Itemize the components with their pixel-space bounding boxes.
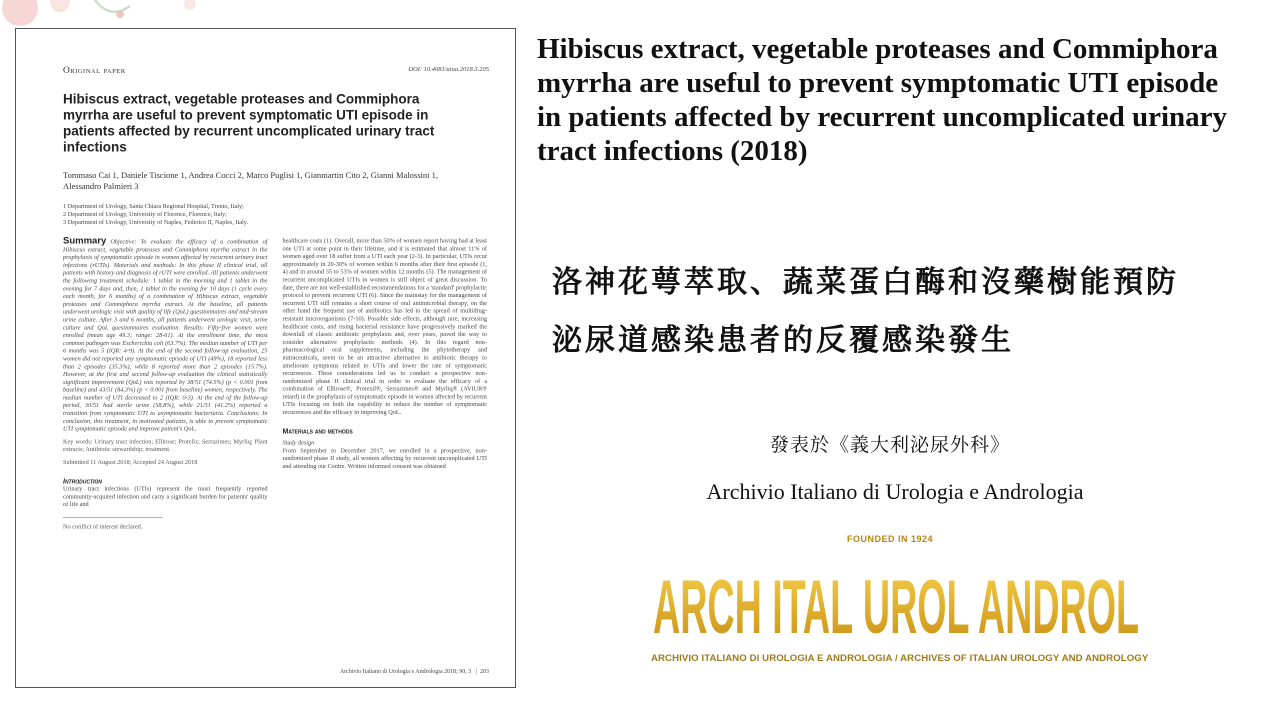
introduction-text: Urinary tract infections (UTIs) represent the most frequently reported community-acquired infection and carry a significant burden for patients' quality of life and xyxy=(63,485,268,508)
page-number: 203 xyxy=(480,667,489,675)
paper-section-label: Original paper xyxy=(63,65,126,76)
footnote-divider xyxy=(63,518,163,519)
paper-page xyxy=(16,29,516,688)
english-title: Hibiscus extract, vegetable proteases and Commiphora myrrha are useful to prevent symptomatic UTI episode in patients affected by recurrent uncomplicated urinary tract infections (2018) xyxy=(537,33,1228,167)
journal-logo xyxy=(651,571,1141,639)
submission-dates: Submitted 11 August 2018; Accepted 24 August 2018 xyxy=(63,458,198,466)
introduction-heading: Introduction xyxy=(63,476,102,485)
affiliation-line: 3 Department of Urology, University of Naples, Federico II, Naples, Italy. xyxy=(63,218,249,226)
paper-footer: Archivio Italiano di Urologia e Andrologia 2018; 90, 3 | 203 xyxy=(339,667,489,675)
published-in: 發表於《義大利泌尿外科》 xyxy=(769,434,1010,456)
chinese-title-line-2: 泌尿道感染患者的反覆感染發生 xyxy=(552,323,1014,358)
study-design-heading: Study design xyxy=(282,439,315,447)
keywords: Key words: Urinary tract infection; Ellirose; Protelix; Serrazimes; Myrliq; Plant extracts; Antibiotic stewardship; treatment. xyxy=(63,437,268,453)
paper-affiliations xyxy=(63,202,489,226)
logo-subline: ARCHIVIO ITALIANO DI UROLOGIA E ANDROLOGIA / ARCHIVES OF ITALIAN UROLOGY AND ANDROLOGY xyxy=(651,653,1149,664)
summary-text: Objective: To evaluate the efficacy of a combination of Hibiscus extract, vegetable proteases and Commiphora myrrha extract in the prophylaxis of symptomatic episode in women affected by recurrent urinary tract infections (rUTIs). Materials and methods: In this phase II clinical trial, all patients with history and diagnosis of rUTI were enrolled. All patients underwent the following treatment schedule: 1 tablet in the morning and 1 tablet in the evening for 7 days and, then, 1 tablet in the evening for 10 days (1 cycle every each month, for 6 months) of a combination of Hibiscus extract, vegetable proteases and Commiphora myrrha extract. At the baseline, all patients underwent urologic visit with quality of life (QoL) questionnaires and mid-stream urine culture. After 3 and 6 months, all patients underwent urologic visit, urine culture and QoL questionnaires evaluation. Results: Fifty-five women were enrolled (mean age 49.3; range: 28-61). At the enrollment time, the most common pathogen was Escherichia coli (63.7%). The median number of UTI per 6 months was 5 (IQR: 4-9). At the end of the second follow-up evaluation, 25 women did not reported any symptomatic episode of UTI (49%), 18 reported less than 2 episodes (35.3%), while 8 reported more than 2 episodes (15.7%). However, at the first and second follow-up evaluation the clinical statistically significant improvement (QoL) was reported by 38/51 (74.5%) (p < 0.001 from baseline) and 43/51 (84.3%) (p < 0.001 from baseline) women, respectively. The median number of UTI decreased to 2 (IQR: 0-3). At the end of the follow-up period, 30/51 had sterile urine (58.8%), while 21/51 (41.2%) reported a transition from symptomatic UTI to asymptomatic bacteriuria. Conclusions: In conclusion, this treatment, in motivated patients, is able to prevent symptomatic UTI symptomatic episode and improve patient's QoL. xyxy=(63,238,268,433)
chinese-title-line-1: 洛神花萼萃取、蔬菜蛋白酶和沒藥樹能預防 xyxy=(552,265,1179,300)
summary-heading: Summary xyxy=(63,235,107,246)
introduction-continued: healthcare costs (1). Overall, more than 50% of women report having had at least one UTI at some point in their lifetime, and it is estimated that almost 11% of women aged over 18 suffer from a UTI each year (2-3). In particular, UTIs recur approximately in 20-30% of women within 6 months after their first episode (1, 4) and in around 35 to 53% of women within 12 months (5). The management of recurrent uncomplicated UTIs in women is still object of great discussion. To date, there are not well-established recommendations for a 'standard' prophylactic protocol to prevent recurrent UTI (6). Since the mainstay for the management of recurrent UTI still remains a short course of oral antimicrobial therapy, on the other hand the frequent use of antibiotics has led to the spread of multidrug-resistant microorganisms (7-10). Possible side effects, although rare, increasing healthcare costs, and rising bacterial resistance have progressively marked the downfall of classic antibiotic prophylaxis and, over years, paved the way to consider alternative prophylactic methods (4). In this regard non-pharmacological oral supplements, including the phytotherapy and nutraceuticals, seem to be an attractive alternative to antibiotic therapy to ameliorate symptoms related to UTIs and lower the rate of symptomatic recurrences. These considerations led us to conduct a prospective non-randomized phase II clinical trial in order to evaluate the efficacy of a combination of Ellirose®, Protexil®, Serrazimes® and Myrliq® (AVIUR® retard) in the prophylaxis of symptomatic episode in women affected by recurrent UTIs focusing on both the capability to reduce the number of symptomatic recurrences and the efficacy in improving QoL. xyxy=(282,237,488,416)
footer-journal: Archivio Italiano di Urologia e Andrologia 2018; 90, 3 xyxy=(339,667,472,675)
affiliation-line: 2 Department of Urology, University of Florence, Florence, Italy; xyxy=(63,210,227,218)
paper-left-column xyxy=(63,237,268,531)
paper-title: Hibiscus extract, vegetable proteases and Commiphora myrrha are useful to prevent symptomatic UTI episode in patients affected by recurrent uncomplicated urinary tract infections xyxy=(63,91,435,155)
paper-right-column xyxy=(283,237,488,531)
paper-doi: DOI: 10.4081/aiua.2018.3.205 xyxy=(408,65,489,73)
methods-heading: Materials and methods xyxy=(282,426,353,435)
affiliation-line: 1 Department of Urology, Santa Chiara Regional Hospital, Trento, Italy; xyxy=(63,202,244,210)
conflict-statement: No conflict of interest declared. xyxy=(63,523,143,530)
paper-authors: Tommaso Cai 1, Daniele Tiscione 1, Andrea Cocci 2, Marco Puglisi 1, Gianmartin Cito 2, Gianni Malossini 1, Alessandro Palmieri 3 xyxy=(63,170,439,191)
logo-wordmark: ARCH ITAL UROL ANDROL xyxy=(653,571,1139,639)
paper-thumbnail xyxy=(15,28,516,688)
journal-name: Archivio Italiano di Urologia e Andrologia xyxy=(706,479,1084,504)
study-design-text: From September to December 2017, we enrolled in a prospective, non-randomized phase II study, all women affecting by recurrent uncomplicated UTI and attending our Centre. Written informed consent was obtained xyxy=(282,446,487,470)
logo-founded: FOUNDED IN 1924 xyxy=(846,534,934,544)
paper-columns xyxy=(63,237,489,531)
chinese-title xyxy=(552,254,1272,370)
